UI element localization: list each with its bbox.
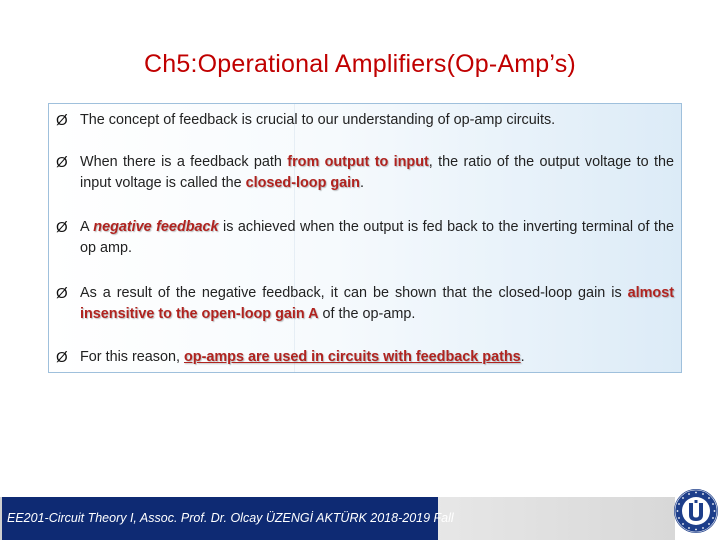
bullet-text-part: .: [359, 175, 364, 191]
highlight-text: closed-loop gain: [245, 175, 360, 191]
university-seal-icon: [673, 488, 719, 534]
bullet-text-part: is achieved when the output is fed back to the inverting terminal of the op amp.: [80, 219, 674, 256]
slide-title: Ch5:Operational Amplifiers(Op-Amp’s): [144, 50, 576, 78]
bullet-item: [56, 347, 674, 368]
bullet-item: [56, 152, 674, 194]
bullet-text-part: When there is a feedback path: [80, 154, 288, 170]
bullet-arrow-icon: Ø: [56, 349, 68, 366]
bullet-text: The concept of feedback is crucial to our understanding of op-amp circuits.: [80, 112, 556, 128]
bullet-item: [56, 217, 674, 259]
bullet-text: [56, 283, 674, 325]
bullet-text-part: of the op-amp.: [318, 306, 416, 322]
highlight-text: op-amps are used in circuits with feedback paths: [183, 349, 521, 365]
bullet-arrow-icon: Ø: [56, 154, 68, 171]
highlight-text: negative feedback: [93, 219, 219, 235]
highlight-text: almost insensitive to the open-loop gain A: [80, 285, 674, 322]
bullet-text: [56, 347, 674, 368]
bullet-text-part: .: [520, 349, 525, 365]
bullet-text-part: A: [80, 219, 94, 235]
bullet-arrow-icon: Ø: [56, 219, 68, 236]
bullet-arrow-icon: Ø: [56, 112, 68, 129]
bullet-text-part: For this reason,: [80, 349, 184, 365]
bullet-item: [56, 110, 674, 131]
bullet-text: [56, 152, 674, 194]
bullet-text-part: As a result of the negative feedback, it can be shown that the closed-loop gain is: [80, 285, 628, 301]
bullet-text-part: , the ratio of the output voltage to the input voltage is called the: [80, 154, 674, 191]
bullet-arrow-icon: Ø: [56, 285, 68, 302]
footer-label: EE201-Circuit Theory I, Assoc. Prof. Dr. Olcay ÜZENGİ AKTÜRK 2018-2019 Fall: [2, 497, 438, 540]
bullet-text: [56, 217, 674, 259]
highlight-text: from output to input: [287, 154, 429, 170]
bullet-item: [56, 283, 674, 325]
